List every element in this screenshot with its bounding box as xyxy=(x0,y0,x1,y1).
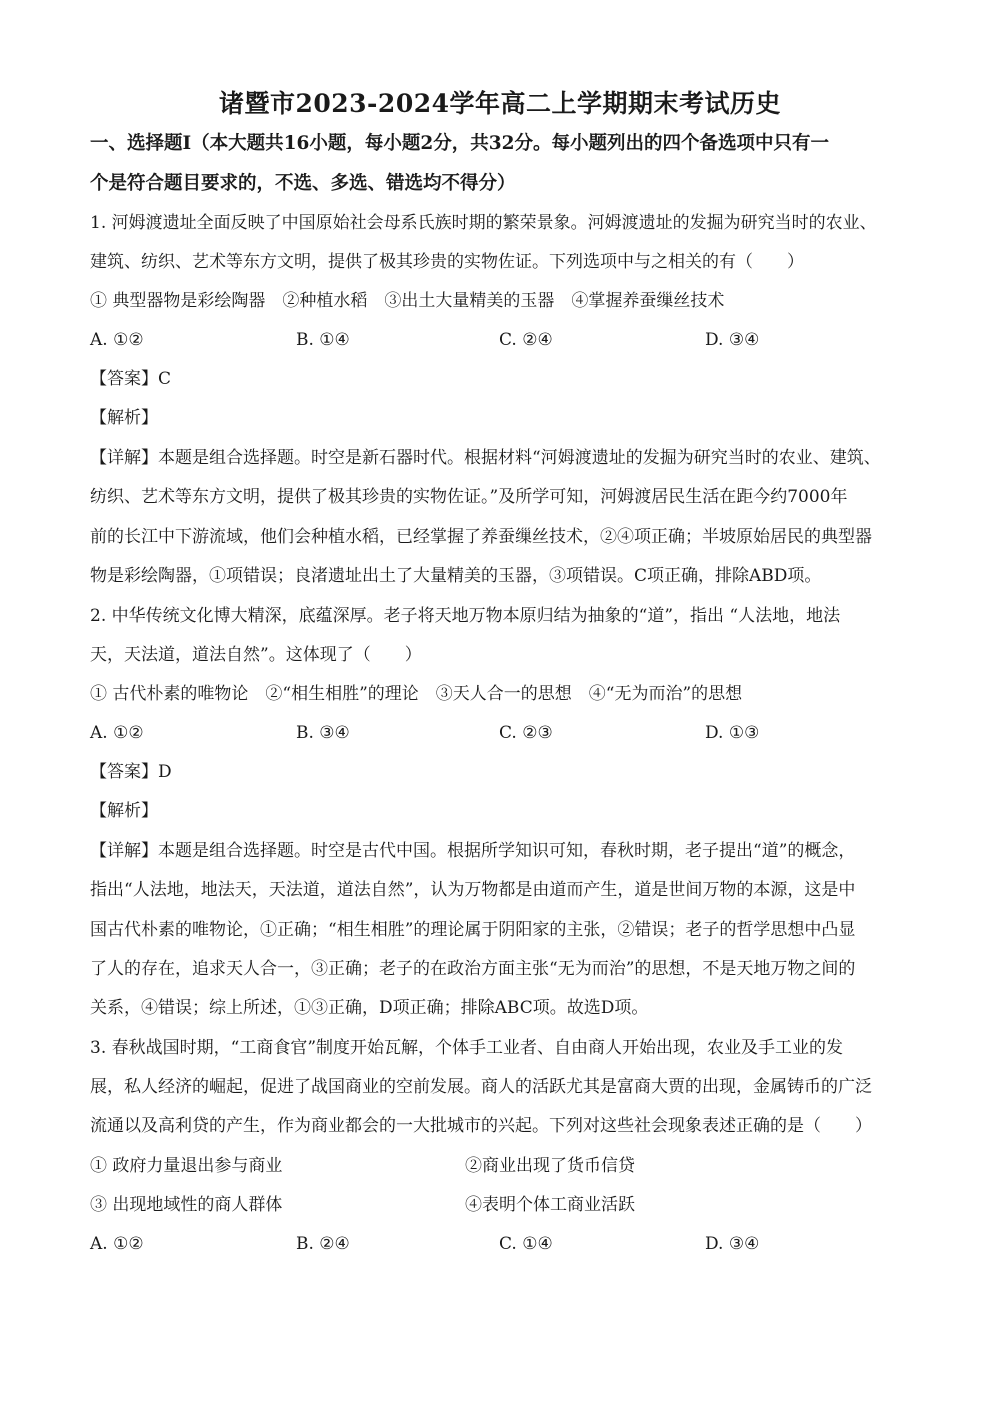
q3-item-3: ③ 出现地域性的商人群体 xyxy=(90,1195,283,1215)
q2-stem-line-2: 天，天法道，道法自然”。这体现了（ ） xyxy=(90,645,422,665)
q2-analysis-label: 【解析】 xyxy=(90,801,158,821)
q2-option-a: A. ①② xyxy=(90,723,144,743)
q3-stem-line-3: 流通以及高利贷的产生，作为商业都会的一大批城市的兴起。下列对这些社会现象表述正确的是（ ） xyxy=(90,1116,872,1136)
q3-item-4: ④表明个体工商业活跃 xyxy=(465,1195,635,1215)
page-title: 诸暨市2023-2024学年高二上学期期末考试历史 xyxy=(218,89,782,118)
q1-items: ① 典型器物是彩绘陶器 ②种植水稻 ③出土大量精美的玉器 ④掌握养蚕缫丝技术 xyxy=(90,291,725,311)
q3-stem-line-2: 展，私人经济的崛起，促进了战国商业的空前发展。商人的活跃尤其是富商大贾的出现，金属铸币的广泛 xyxy=(90,1077,872,1097)
q1-answer: 【答案】C xyxy=(90,369,172,389)
q2-detail-line-3: 国古代朴素的唯物论，①正确；“相生相胜”的理论属于阴阳家的主张，②错误；老子的哲学思想中凸显 xyxy=(90,920,856,940)
q3-option-c: C. ①④ xyxy=(499,1234,553,1254)
q1-option-a: A. ①② xyxy=(90,330,144,350)
q2-detail-line-5: 关系，④错误；综上所述，①③正确，D项正确；排除ABC项。故选D项。 xyxy=(90,998,649,1018)
q3-item-2: ②商业出现了货币信贷 xyxy=(465,1156,635,1176)
q3-option-a: A. ①② xyxy=(90,1234,144,1254)
q3-stem-line-1: 3. 春秋战国时期，“工商食官”制度开始瓦解，个体手工业者、自由商人开始出现，农业及手工业的发 xyxy=(90,1038,844,1058)
q2-detail-line-1: 【详解】本题是组合选择题。时空是古代中国。根据所学知识可知，春秋时期，老子提出“道”的概念， xyxy=(90,841,856,861)
q2-detail-line-4: 了人的存在，追求天人合一，③正确；老子的在政治方面主张“无为而治”的思想，不是天地万物之间的 xyxy=(90,959,856,979)
q1-detail-line-4: 物是彩绘陶器，①项错误；良渚遗址出土了大量精美的玉器，③项错误。C项正确，排除ABD项。 xyxy=(90,566,822,586)
q1-stem-line-2: 建筑、纺织、艺术等东方文明，提供了极其珍贵的实物佐证。下列选项中与之相关的有（ ） xyxy=(90,252,804,272)
section-header-line-2: 个是符合题目要求的，不选、多选、错选均不得分） xyxy=(90,173,516,194)
q2-detail-line-2: 指出“人法地，地法天，天法道，道法自然”，认为万物都是由道而产生，道是世间万物的本源，这是中 xyxy=(90,880,856,900)
q1-option-c: C. ②④ xyxy=(499,330,553,350)
q1-stem-line-1: 1. 河姆渡遗址全面反映了中国原始社会母系氏族时期的繁荣景象。河姆渡遗址的发掘为研究当时的农业、 xyxy=(90,213,877,233)
q1-detail-line-3: 前的长江中下游流域，他们会种植水稻，已经掌握了养蚕缫丝技术，②④项正确；半坡原始居民的典型器 xyxy=(90,527,872,547)
q2-answer: 【答案】D xyxy=(90,762,172,782)
q3-option-b: B. ②④ xyxy=(296,1234,350,1254)
q2-stem-line-1: 2. 中华传统文化博大精深，底蕴深厚。老子将天地万物本原归结为抽象的“道”，指出 “人法地，地法 xyxy=(90,606,841,626)
q1-option-b: B. ①④ xyxy=(296,330,350,350)
q3-item-1: ① 政府力量退出参与商业 xyxy=(90,1156,283,1176)
q1-detail-line-2: 纺织、艺术等东方文明，提供了极其珍贵的实物佐证。”及所学可知，河姆渡居民生活在距今约7000年 xyxy=(90,487,848,507)
q2-option-d: D. ①③ xyxy=(705,723,760,743)
q1-option-d: D. ③④ xyxy=(705,330,760,350)
q2-option-b: B. ③④ xyxy=(296,723,350,743)
q1-analysis-label: 【解析】 xyxy=(90,408,158,428)
q3-option-d: D. ③④ xyxy=(705,1234,760,1254)
section-header-line-1: 一、选择题Ⅰ（本大题共16小题，每小题2分，共32分。每小题列出的四个备选项中只有一 xyxy=(90,133,830,154)
q2-option-c: C. ②③ xyxy=(499,723,553,743)
q1-detail-line-1: 【详解】本题是组合选择题。时空是新石器时代。根据材料“河姆渡遗址的发掘为研究当时的农业、建筑、 xyxy=(90,448,881,468)
q2-items: ① 古代朴素的唯物论 ②“相生相胜”的理论 ③天人合一的思想 ④“无为而治”的思想 xyxy=(90,684,743,704)
